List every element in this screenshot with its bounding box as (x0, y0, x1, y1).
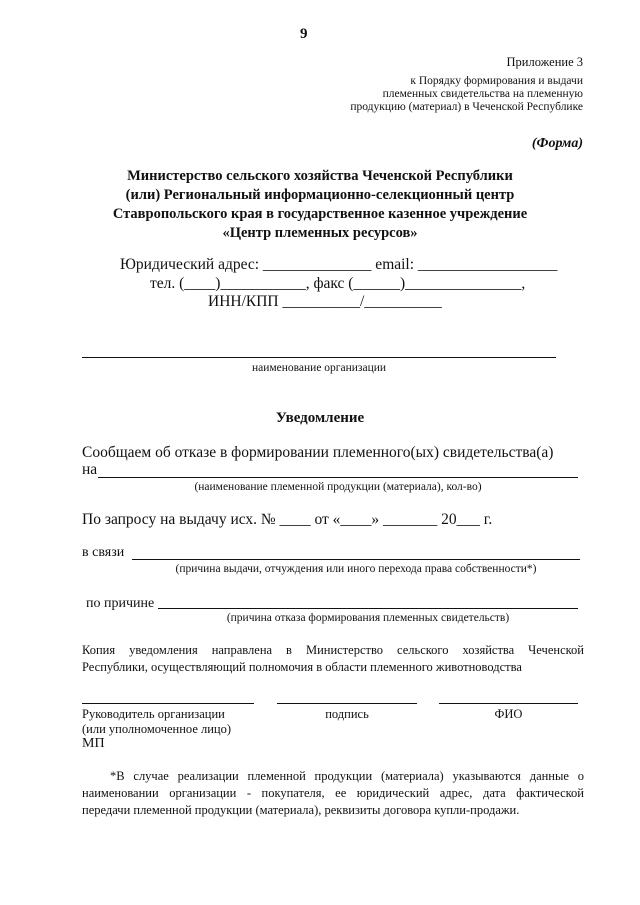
org-name-line (82, 357, 556, 358)
authorized-label: (или уполномоченное лицо) (82, 722, 232, 736)
reason-caption: (причина отказа формирования племенных свидетельств) (226, 612, 510, 624)
appendix-line: к Порядку формирования и выдачи (410, 75, 583, 87)
footnote (82, 768, 584, 819)
refusal-line: Сообщаем об отказе в формировании племенного(ых) свидетельства(а) (82, 444, 554, 461)
authority-header (60, 167, 580, 243)
product-caption: (наименование племенной продукции (материала), кол-во) (194, 481, 482, 493)
copy-notice (82, 642, 584, 676)
head-label-block (82, 707, 231, 737)
appendix-line: племенных свидетельства на племенную (382, 88, 583, 100)
copy-line: Республики, осуществляющий полномочия в области племенного животноводства (82, 660, 522, 674)
appendix-block (300, 56, 583, 114)
footnote-line: передачи племенной продукции (материала), реквизиты договора купли-продажи. (82, 803, 520, 817)
head-label: Руководитель организации (82, 707, 225, 721)
org-name-caption: наименование организации (251, 362, 387, 374)
inn-kpp-line: ИНН/КПП __________/__________ (208, 293, 442, 310)
on-label: на (82, 461, 98, 478)
reason-label: по причине (86, 596, 155, 611)
notice-title: Уведомление (275, 410, 365, 426)
stamp-label: МП (82, 736, 105, 751)
footnote-line: *В случае реализации племенной продукции (материала) указываются данные о (110, 769, 584, 783)
appendix-line: продукцию (материал) в Чеченской Республике (350, 101, 583, 113)
appendix-title: Приложение 3 (506, 55, 583, 69)
phone-fax-line: тел. (____)___________, факс (______)_______________, (150, 275, 526, 292)
header-line: (или) Региональный информационно-селекционный центр (125, 187, 515, 203)
due-line (132, 559, 580, 560)
legal-address-line: Юридический адрес: ______________ email: __________________ (120, 256, 558, 273)
header-line: Ставропольского края в государственное казенное учреждение (112, 206, 528, 222)
request-line: По запросу на выдачу исх. № ____ от «____» _______ 20___ г. (82, 511, 493, 528)
name-label: ФИО (494, 707, 523, 721)
signature-label: подпись (325, 707, 369, 721)
page-number: 9 (300, 26, 308, 42)
copy-line: Копия уведомления направлена в Министерство сельского хозяйства Чеченской (82, 643, 584, 657)
form-label: (Форма) (531, 136, 583, 151)
head-signature-line (82, 703, 254, 704)
signature-line (277, 703, 417, 704)
due-caption: (причина выдачи, отчуждения или иного перехода права собственности*) (175, 563, 537, 575)
name-line (439, 703, 578, 704)
header-line: Министерство сельского хозяйства Чеченской Республики (127, 168, 513, 184)
due-label: в связи (82, 545, 125, 560)
header-line: «Центр племенных ресурсов» (222, 225, 418, 241)
reason-line (158, 608, 578, 609)
footnote-line: наименовании организации - покупателя, ее юридический адрес, дата фактической (82, 786, 584, 800)
product-line (98, 477, 578, 478)
